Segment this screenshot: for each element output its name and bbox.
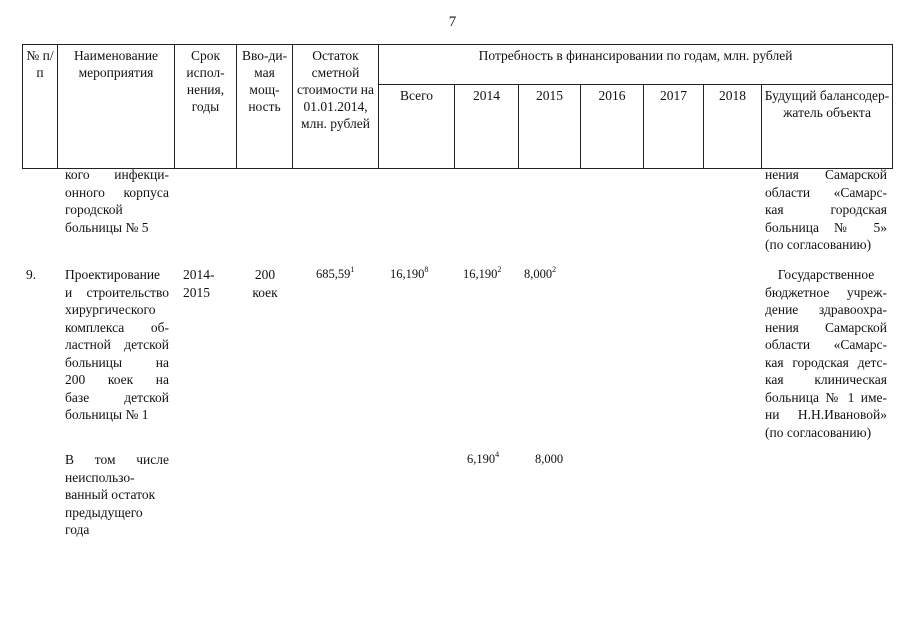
cont-holder — [765, 166, 887, 254]
sub-name — [65, 451, 169, 539]
text-line: В том числе — [65, 452, 169, 467]
text-line: хирургического — [65, 302, 156, 317]
text-line: (по согласованию) — [765, 237, 872, 252]
text-line: области «Самарс- — [765, 337, 887, 352]
text-line: ластной детской — [65, 337, 169, 352]
text-line: области «Самарс- — [765, 184, 887, 200]
value: 8,000 — [524, 267, 553, 281]
text-line: 2014- — [183, 267, 215, 282]
text-line: кого инфекци- — [65, 167, 169, 182]
text-line: больницы № 5 — [65, 219, 149, 235]
text-line: городской — [65, 202, 123, 217]
header-capacity: Вво-ди-мая мощ-ность — [237, 45, 293, 169]
header-total: Всего — [379, 85, 455, 169]
text-line: кая клиническая — [765, 372, 887, 387]
footnote-mark: 2 — [552, 265, 557, 274]
value: 6,190 — [467, 452, 496, 466]
header-year: 2016 — [581, 85, 644, 169]
row9-holder — [765, 266, 887, 441]
row9-name — [65, 266, 169, 424]
row9-total — [390, 266, 428, 284]
text-line: года — [65, 522, 90, 537]
text-line: коек — [252, 284, 278, 300]
row9-2014 — [463, 266, 501, 284]
header-year: 2017 — [644, 85, 704, 169]
header-remainder: Остаток сметной стоимости на 01.01.2014, млн. рублей — [293, 45, 379, 169]
sub-2015 — [535, 451, 563, 469]
text-line: бюджетное учреж- — [765, 284, 887, 300]
text-line: 200 — [254, 267, 276, 282]
header-year: 2014 — [455, 85, 519, 169]
footnote-mark: 1 — [350, 265, 355, 274]
value: 8,000 — [535, 452, 564, 466]
table-header — [22, 44, 893, 169]
footnote-mark: 2 — [497, 265, 502, 274]
text-line: онного корпуса — [65, 184, 169, 200]
header-term: Срок испол-нения, годы — [175, 45, 237, 169]
cont-name — [65, 166, 169, 236]
text-line: и строительство — [65, 284, 169, 300]
text-line: предыдущего — [65, 504, 143, 520]
text-line: больница № 5» — [765, 219, 887, 235]
sub-2014 — [467, 451, 499, 469]
header-year: 2018 — [704, 85, 762, 169]
text-line: больницы № 1 — [65, 407, 149, 422]
text-line: кая городская детс- — [765, 354, 887, 370]
row-number: 9. — [26, 267, 37, 282]
value: 685,59 — [316, 267, 351, 281]
row9-remainder — [316, 266, 354, 284]
header-holder: Будущий балансодер-жатель объекта — [762, 85, 893, 169]
text-line: (по согласованию) — [765, 424, 872, 440]
text-line: неиспользо- — [65, 469, 135, 485]
header-name: Наименование мероприятия — [58, 45, 175, 169]
text-line: 2015 — [183, 284, 210, 300]
header-year: 2015 — [519, 85, 581, 169]
text-line: нения Самарской — [765, 319, 887, 335]
header-num: № п/п — [23, 45, 58, 169]
text-line: Государственное — [777, 267, 875, 282]
value: 16,190 — [390, 267, 425, 281]
text-line: больницы на — [65, 354, 169, 370]
text-line: 200 коек на — [65, 372, 169, 387]
text-line: комплекса об- — [65, 319, 169, 335]
text-line: дение здравоохра- — [765, 302, 887, 317]
value: 16,190 — [463, 267, 498, 281]
text-line: ни Н.Н.Ивановой» — [765, 407, 887, 422]
text-line: кая городская — [765, 202, 887, 217]
row9-2015 — [524, 266, 556, 284]
text-line: Проектирование — [65, 267, 161, 282]
footnote-mark: 4 — [495, 450, 500, 459]
header-need: Потребность в финансировании по годам, млн. рублей — [379, 45, 893, 85]
text-line: ванный остаток — [65, 487, 156, 502]
text-line: нения Самарской — [765, 167, 887, 182]
row9-term — [183, 266, 215, 301]
row9-capacity — [240, 266, 290, 301]
footnote-mark: 8 — [424, 265, 429, 274]
text-line: больница № 1 име- — [765, 389, 887, 405]
page-number: 7 — [448, 14, 457, 30]
text-line: базе детской — [65, 389, 169, 405]
